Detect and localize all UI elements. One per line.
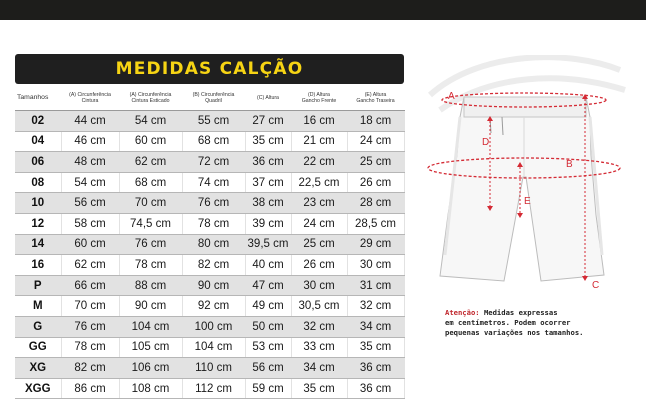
table-row <box>15 275 404 296</box>
table-row <box>15 378 404 399</box>
measure-cell: 59 cm <box>245 378 291 399</box>
table-row <box>15 152 404 173</box>
measure-cell: 50 cm <box>245 316 291 337</box>
measure-cell: 30,5 cm <box>291 296 347 317</box>
header-col: (B) Circunferência Quadril <box>182 86 245 111</box>
measure-cell: 25 cm <box>291 234 347 255</box>
size-cell: 12 <box>15 213 61 234</box>
header-size: Tamanhos <box>15 86 61 111</box>
measure-cell: 62 cm <box>61 255 119 276</box>
measure-cell: 54 cm <box>119 111 182 132</box>
header-col: (C) Altura <box>245 86 291 111</box>
measure-cell: 21 cm <box>291 131 347 152</box>
label-a: A <box>448 91 455 102</box>
measure-cell: 22 cm <box>291 152 347 173</box>
measure-cell: 56 cm <box>61 193 119 214</box>
size-cell: G <box>15 316 61 337</box>
measure-cell: 110 cm <box>182 358 245 379</box>
size-table <box>15 86 405 399</box>
measure-cell: 25 cm <box>347 152 404 173</box>
measure-cell: 27 cm <box>245 111 291 132</box>
measure-cell: 29 cm <box>347 234 404 255</box>
measure-cell: 34 cm <box>291 358 347 379</box>
measure-cell: 70 cm <box>119 193 182 214</box>
measure-cell: 105 cm <box>119 337 182 358</box>
measure-cell: 23 cm <box>291 193 347 214</box>
measure-cell: 106 cm <box>119 358 182 379</box>
measure-cell: 60 cm <box>61 234 119 255</box>
measure-cell: 76 cm <box>119 234 182 255</box>
table-row <box>15 296 404 317</box>
measure-cell: 76 cm <box>182 193 245 214</box>
measure-cell: 74,5 cm <box>119 213 182 234</box>
top-bar <box>0 0 646 20</box>
size-cell: 08 <box>15 172 61 193</box>
measure-cell: 104 cm <box>182 337 245 358</box>
label-d: D <box>482 137 490 148</box>
measure-cell: 48 cm <box>61 152 119 173</box>
measure-cell: 78 cm <box>182 213 245 234</box>
measure-cell: 80 cm <box>182 234 245 255</box>
size-cell: P <box>15 275 61 296</box>
measure-cell: 76 cm <box>61 316 119 337</box>
measure-cell: 30 cm <box>347 255 404 276</box>
measure-cell: 74 cm <box>182 172 245 193</box>
measure-cell: 34 cm <box>347 316 404 337</box>
measure-cell: 39 cm <box>245 213 291 234</box>
measure-cell: 112 cm <box>182 378 245 399</box>
measure-cell: 35 cm <box>347 337 404 358</box>
measure-cell: 100 cm <box>182 316 245 337</box>
measure-cell: 90 cm <box>119 296 182 317</box>
note-text-2: em centímetros. Podem ocorrer <box>445 318 571 327</box>
size-cell: XGG <box>15 378 61 399</box>
measure-cell: 22,5 cm <box>291 172 347 193</box>
note-text-1: Medidas expressas <box>483 308 558 317</box>
header-col: (A) Circunferência Cintura Esticado <box>119 86 182 111</box>
size-cell: GG <box>15 337 61 358</box>
measure-cell: 55 cm <box>182 111 245 132</box>
measure-cell: 60 cm <box>119 131 182 152</box>
measure-cell: 90 cm <box>182 275 245 296</box>
header-col: (E) Altura Gancho Traseira <box>347 86 404 111</box>
table-row <box>15 358 404 379</box>
shorts-diagram <box>420 55 646 315</box>
measure-cell: 46 cm <box>61 131 119 152</box>
measurement-note <box>445 308 625 338</box>
measure-cell: 26 cm <box>347 172 404 193</box>
table-row <box>15 193 404 214</box>
table-row <box>15 316 404 337</box>
measure-cell: 32 cm <box>347 296 404 317</box>
page-title: MEDIDAS CALÇÃO <box>115 59 304 79</box>
measure-cell: 56 cm <box>245 358 291 379</box>
table-header-row <box>15 86 404 111</box>
table-row <box>15 255 404 276</box>
size-cell: 10 <box>15 193 61 214</box>
measure-cell: 92 cm <box>182 296 245 317</box>
table-row <box>15 172 404 193</box>
measure-cell: 39,5 cm <box>245 234 291 255</box>
size-cell: 04 <box>15 131 61 152</box>
header-col: (D) Altura Gancho Frente <box>291 86 347 111</box>
measure-cell: 28 cm <box>347 193 404 214</box>
measure-cell: 78 cm <box>119 255 182 276</box>
measure-cell: 16 cm <box>291 111 347 132</box>
measure-cell: 32 cm <box>291 316 347 337</box>
measure-cell: 31 cm <box>347 275 404 296</box>
measure-cell: 68 cm <box>119 172 182 193</box>
size-cell: 16 <box>15 255 61 276</box>
measure-cell: 70 cm <box>61 296 119 317</box>
measure-cell: 24 cm <box>347 131 404 152</box>
measure-cell: 72 cm <box>182 152 245 173</box>
measure-cell: 78 cm <box>61 337 119 358</box>
measure-cell: 37 cm <box>245 172 291 193</box>
table-row <box>15 234 404 255</box>
measure-cell: 53 cm <box>245 337 291 358</box>
measure-cell: 49 cm <box>245 296 291 317</box>
measure-cell: 58 cm <box>61 213 119 234</box>
table-row <box>15 111 404 132</box>
measure-cell: 36 cm <box>347 378 404 399</box>
table-row <box>15 131 404 152</box>
measure-cell: 36 cm <box>347 358 404 379</box>
measure-cell: 33 cm <box>291 337 347 358</box>
size-cell: M <box>15 296 61 317</box>
measure-cell: 68 cm <box>182 131 245 152</box>
measure-cell: 35 cm <box>245 131 291 152</box>
measure-cell: 44 cm <box>61 111 119 132</box>
label-b: B <box>566 159 573 170</box>
measure-cell: 54 cm <box>61 172 119 193</box>
measure-cell: 104 cm <box>119 316 182 337</box>
measure-cell: 86 cm <box>61 378 119 399</box>
label-e: E <box>524 196 531 207</box>
shorts-illustration <box>440 97 604 281</box>
measure-cell: 40 cm <box>245 255 291 276</box>
table-row <box>15 337 404 358</box>
measure-cell: 47 cm <box>245 275 291 296</box>
measure-cell: 66 cm <box>61 275 119 296</box>
size-cell: 14 <box>15 234 61 255</box>
measure-cell: 26 cm <box>291 255 347 276</box>
measure-cell: 82 cm <box>182 255 245 276</box>
measure-cell: 38 cm <box>245 193 291 214</box>
size-cell: XG <box>15 358 61 379</box>
measure-cell: 28,5 cm <box>347 213 404 234</box>
note-warning: Atenção: <box>445 308 480 317</box>
measure-cell: 30 cm <box>291 275 347 296</box>
note-text-3: pequenas variações nos tamanhos. <box>445 328 584 337</box>
size-cell: 06 <box>15 152 61 173</box>
measure-cell: 82 cm <box>61 358 119 379</box>
measure-cell: 18 cm <box>347 111 404 132</box>
measure-cell: 35 cm <box>291 378 347 399</box>
size-cell: 02 <box>15 111 61 132</box>
measure-cell: 88 cm <box>119 275 182 296</box>
header-col: (A) Circunferência Cintura <box>61 86 119 111</box>
measure-cell: 36 cm <box>245 152 291 173</box>
measure-cell: 24 cm <box>291 213 347 234</box>
title-banner <box>15 54 404 84</box>
label-c: C <box>592 280 600 291</box>
measure-cell: 62 cm <box>119 152 182 173</box>
table-row <box>15 213 404 234</box>
measure-cell: 108 cm <box>119 378 182 399</box>
